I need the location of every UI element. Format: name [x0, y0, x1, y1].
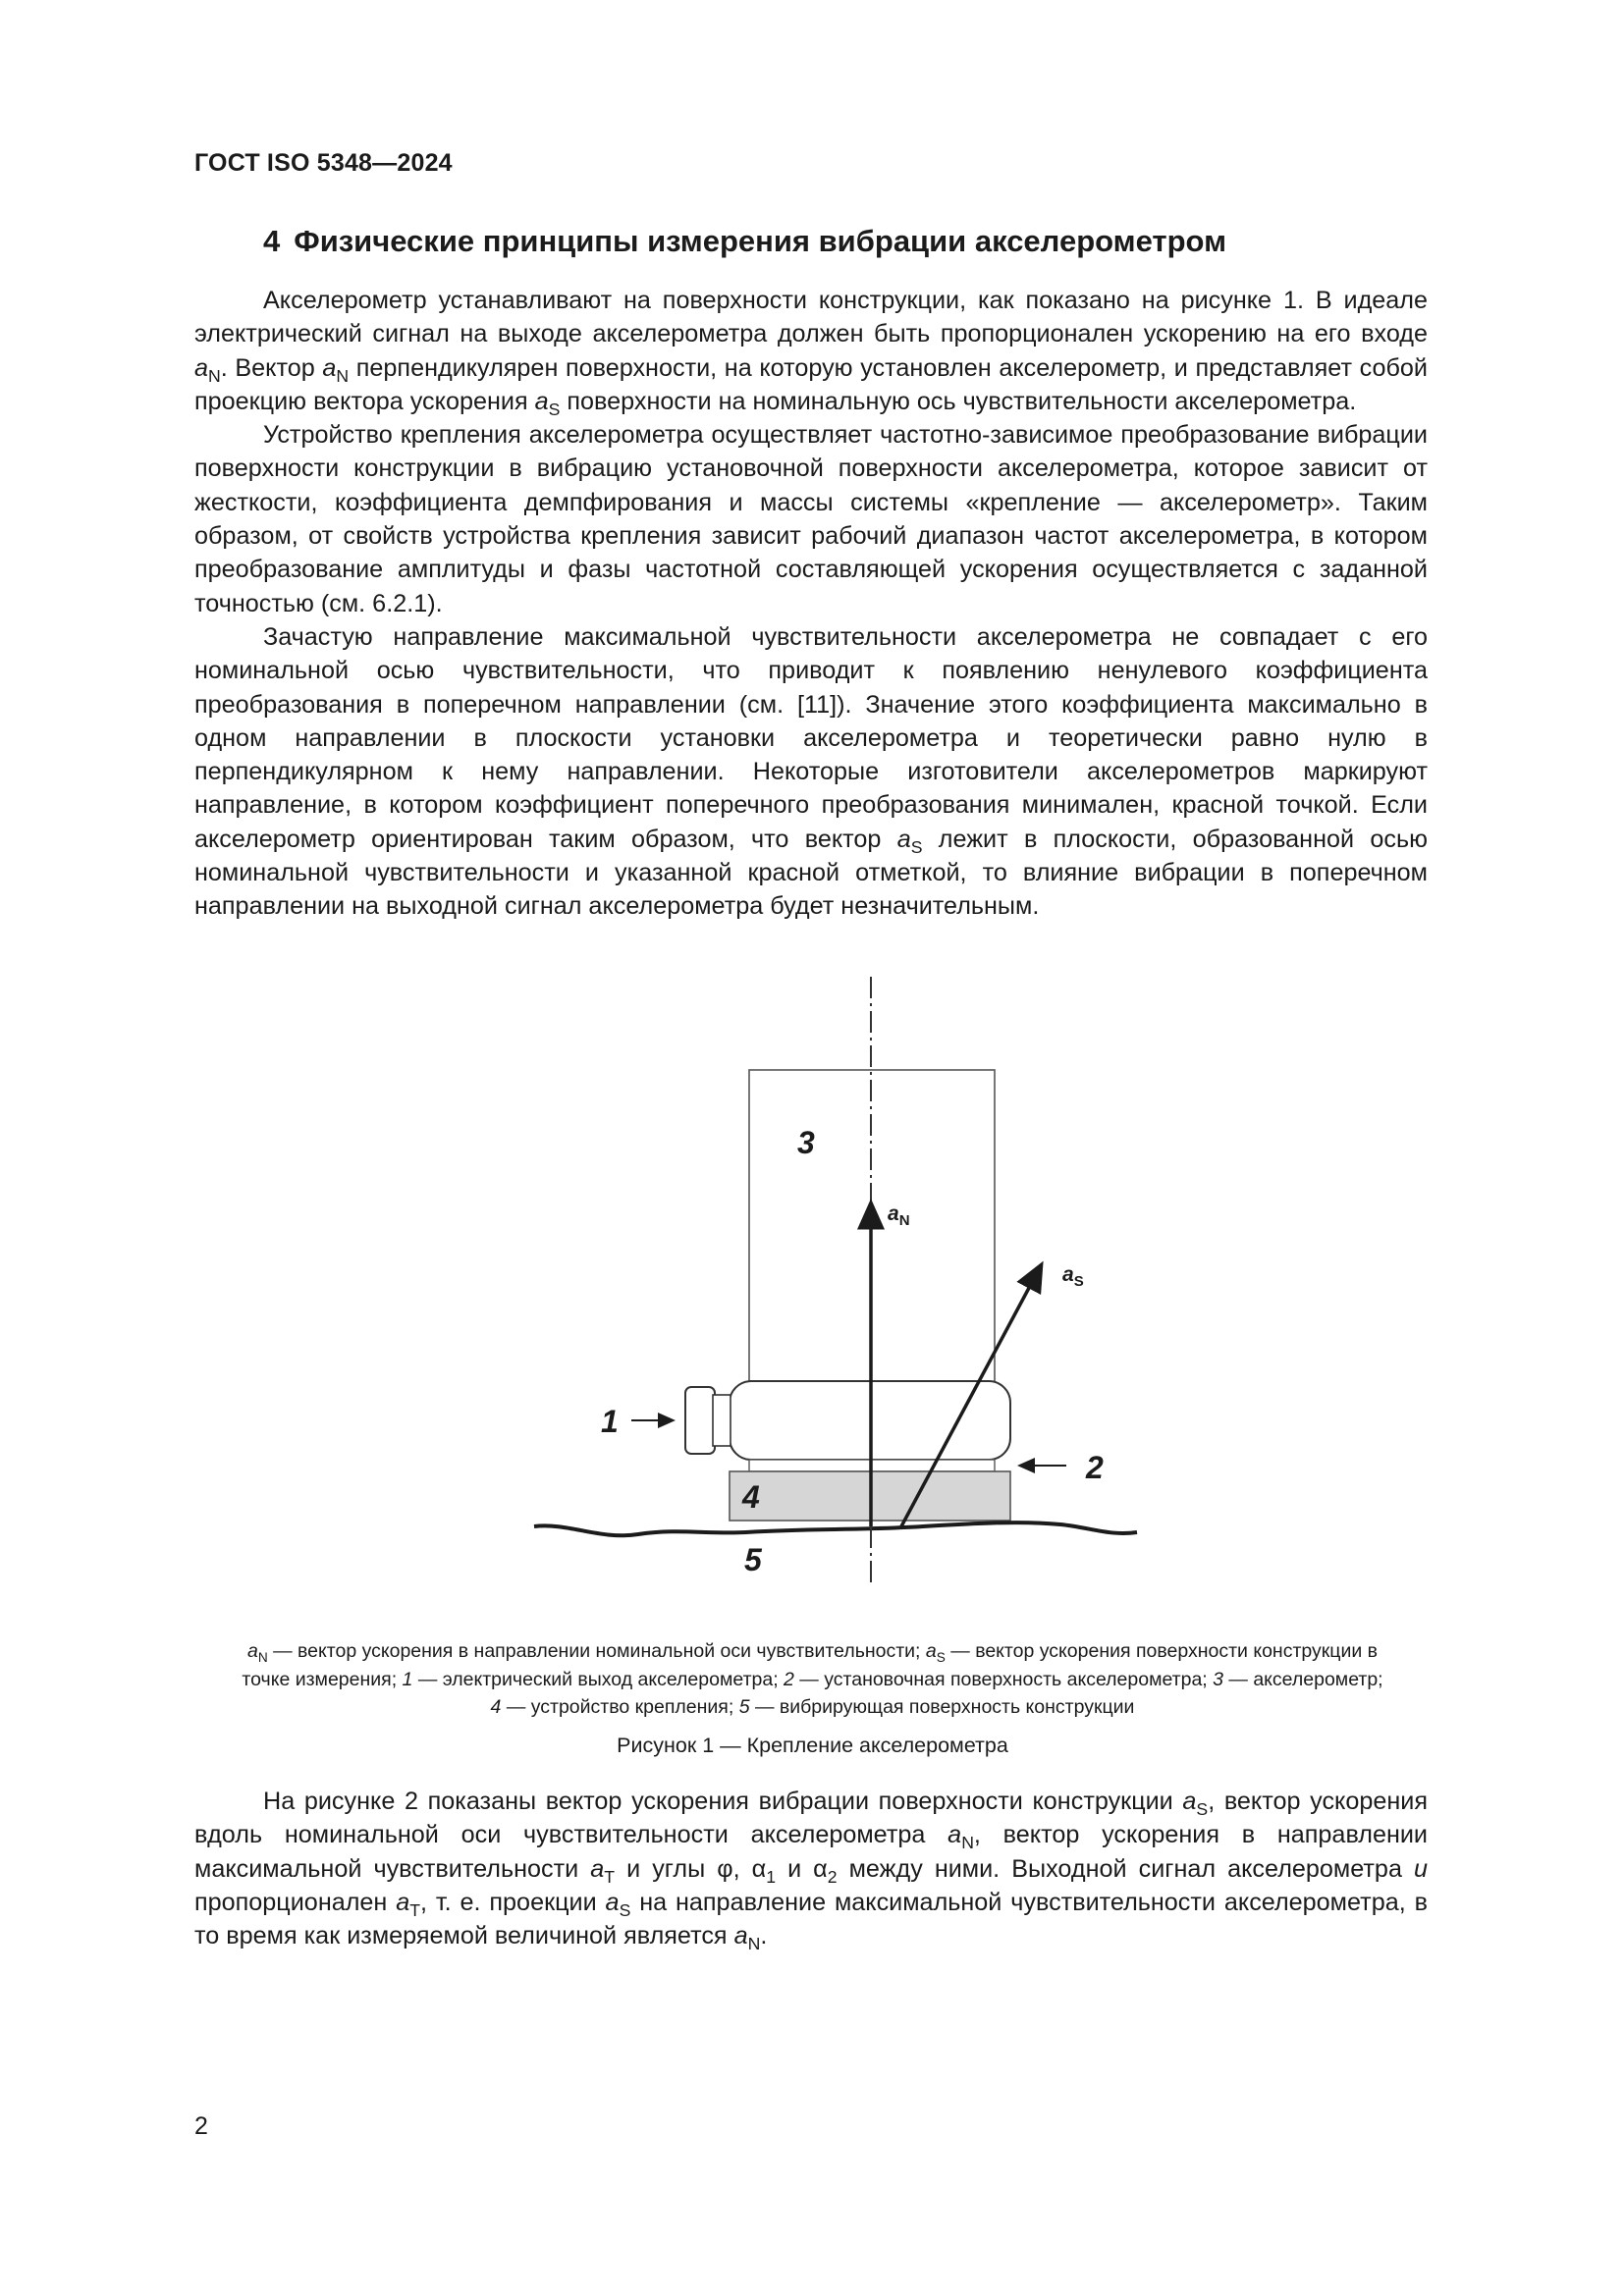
figure-accelerometer-mounting: [511, 957, 1178, 1605]
paragraph-4: На рисунке 2 показаны вектор ускорения вибрации поверхности конструкции $a_S$, вектор ускорения вдоль номинальной оси чувствительности акселерометра $a_N$, вектор ускорения в направлении максимальной чувствительности $a_T$ и углы φ, $\alpha_1$ и $\alpha_2$ между ними. Выходной сигнал акселерометра u пропорционален $a_T$, т. е. проекции $a_S$ на направление максимальной чувствительности акселерометра, в то время как измеряемой величиной является $a_N$.: [194, 1788, 1429, 1954]
paragraph-3: Зачастую направление максимальной чувствительности акселерометра не совпадает с его номинальной осью чувствительности, что приводит к появлению ненулевого коэффициента преобразования в поперечном направлении (см. [11]). Значение этого коэффициента максимально в одном направлении в плоскости установки акселерометра и теоретически равно нулю в перпендикулярном к нему направлении. Некоторые изготовители акселерометров маркируют направление, в котором коэффициент поперечного преобразования минимален, красной точкой. Если акселерометр ориентирован таким образом, что вектор $a_S$ лежит в плоскости, образованной осью номинальной чувствительности и указанной красной отметкой, то влияние вибрации в поперечном направлении на выходной сигнал акселерометра будет незначительным.: [194, 622, 1428, 921]
label-3: 3: [797, 1125, 815, 1160]
section-heading: [263, 224, 1226, 259]
var-a: a: [534, 387, 549, 415]
figure-caption: Рисунок 1 — Крепление акселерометра: [617, 1734, 1008, 1757]
intro-text: [194, 284, 1428, 924]
figure-legend: $a_N$ — вектор ускорения в направлении номинальной оси чувствительности; $a_S$ — вектор ускорения поверхности конструкции в точке измерения; 1 — электрический выход акселерометра; 2 — установочная поверхность акселерометра; 3 — акселерометр; 4 — устройство крепления; 5 — вибрирующая поверхность конструкции: [242, 1640, 1383, 1718]
paragraph-1: Акселерометр устанавливают на поверхности конструкции, как показано на рисунке 1. В идеале электрический сигнал на выходе акселерометра должен быть пропорционален ускорению на его входе $a_N$. Вектор $a_N$ перпендикулярен поверхности, на которую установлен акселерометр, и представляет собой проекцию вектора ускорения $a_S$ поверхности на номинальную ось чувствительности акселерометра.: [194, 287, 1428, 420]
var-a: a: [194, 353, 209, 382]
page-number: 2: [194, 2112, 208, 2140]
vector-as-label: $a_S$: [1062, 1263, 1084, 1290]
connector-collar: [713, 1395, 731, 1446]
label-4: 4: [742, 1479, 760, 1515]
vector-an-label: $a_N$: [888, 1202, 910, 1229]
paragraph-2: Устройство крепления акселерометра осуществляет частотно-зависимое преобразование вибрации поверхности конструкции в вибрацию установочной поверхности акселерометра, которое зависит от жесткости, коэффициента демпфирования и массы системы «крепление — акселерометр». Таким образом, от свойств устройства крепления зависит рабочий диапазон частот акселерометра, в котором преобразование амплитуды и фазы частотной составляющей ускорения осуществляется с заданной точностью (см. 6.2.1).: [194, 421, 1428, 617]
var-a: a: [322, 353, 337, 382]
section-title-text: Физические принципы измерения вибрации акселерометром: [294, 224, 1227, 258]
document-header: ГОСТ ISO 5348—2024: [194, 149, 453, 177]
vibrating-surface: [534, 1522, 1137, 1535]
label-2: 2: [1086, 1450, 1104, 1485]
mounting-diagram: [511, 957, 1178, 1605]
label-5: 5: [744, 1542, 762, 1577]
section-number: 4: [263, 224, 281, 258]
electrical-connector: [685, 1387, 715, 1454]
figure-2-intro-text: [194, 1785, 1428, 1952]
label-1: 1: [601, 1404, 619, 1439]
var-a: a: [896, 825, 911, 853]
